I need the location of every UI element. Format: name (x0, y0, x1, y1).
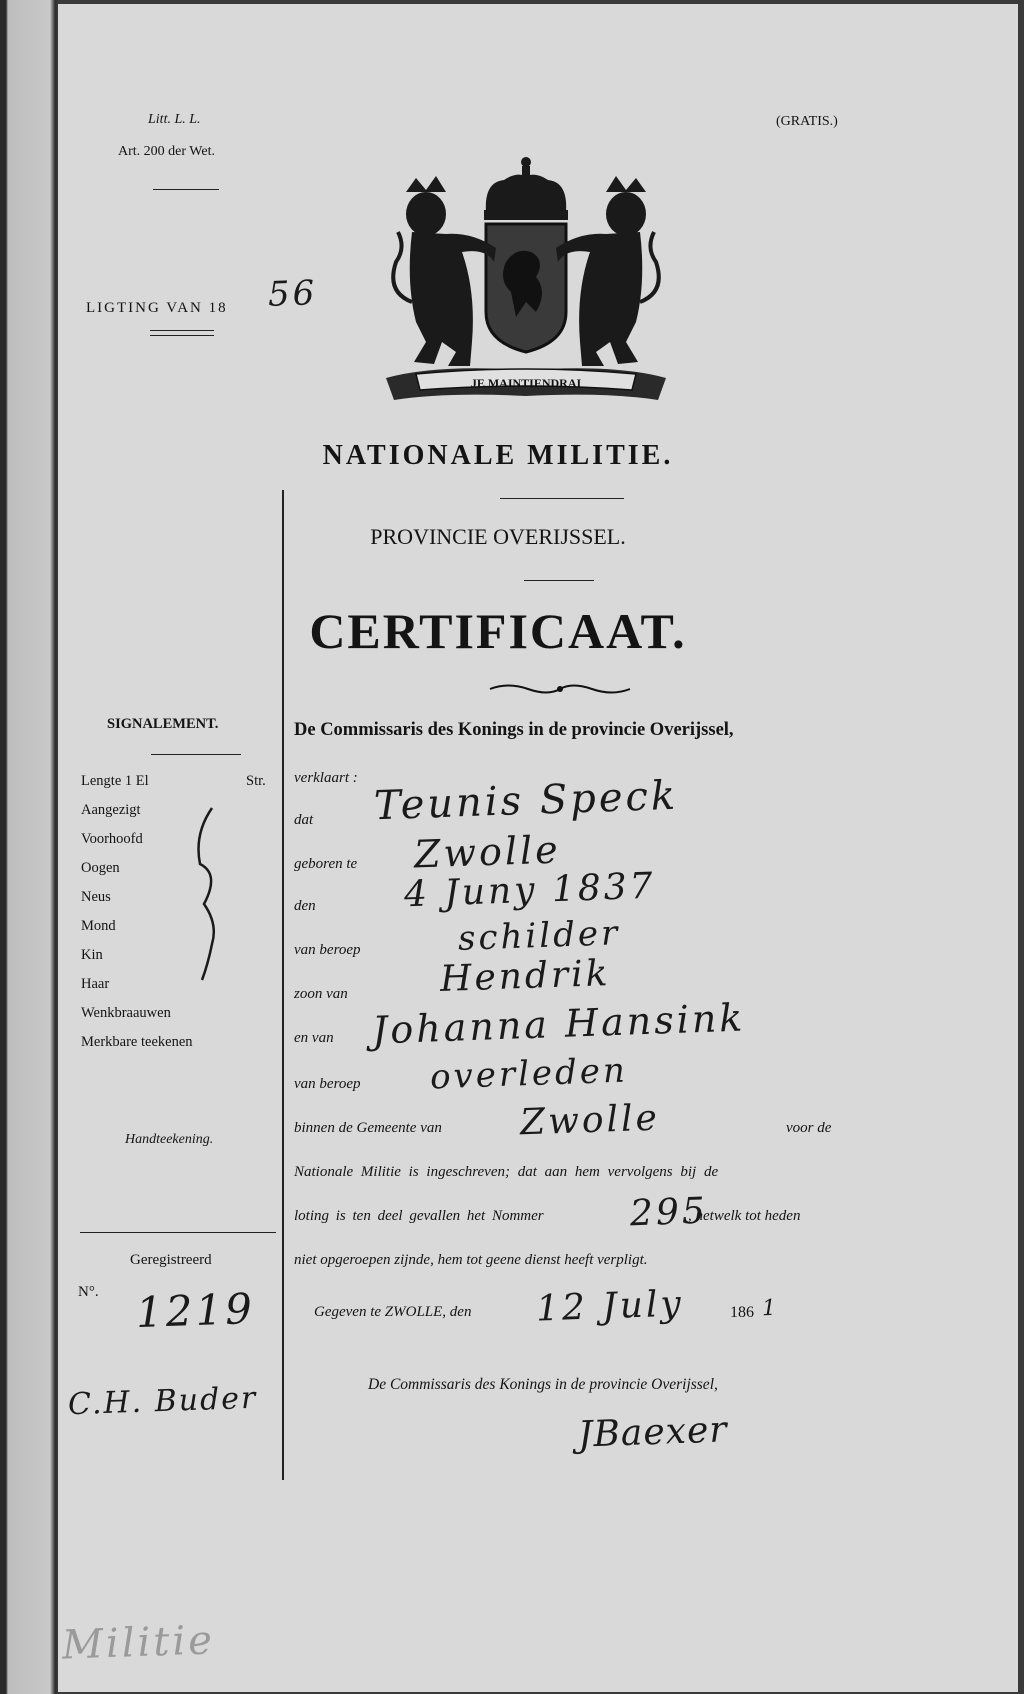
closing-text: De Commissaris des Konings in de provincie Overijssel, (368, 1376, 718, 1393)
nommer-value: 295 (629, 1190, 709, 1235)
registration-no-label: N°. (78, 1284, 99, 1300)
motto-text: JE MAINTIENDRAI (470, 376, 582, 390)
signalement-item: Aangezigt (81, 802, 141, 818)
divider (151, 754, 241, 755)
margin-note-faint: Militie (61, 1617, 216, 1669)
field-label: zoon van (294, 986, 348, 1002)
signalement-heading: SIGNALEMENT. (107, 716, 219, 732)
certificate-page (58, 4, 1018, 1692)
lichting-label: LIGTING VAN 18 (86, 300, 228, 316)
column-separator (282, 490, 284, 1480)
field-value-birthplace: Zwolle (413, 827, 562, 877)
field-label: en van (294, 1030, 334, 1046)
signalement-item: Neus (81, 889, 111, 905)
signalement-item: Voorhoofd (81, 831, 143, 847)
body-text-line: loting is ten deel gevallen het Nommer (294, 1208, 544, 1224)
field-value-occupation: schilder (457, 913, 621, 959)
divider (150, 330, 214, 331)
gemeente-label: binnen de Gemeente van (294, 1120, 442, 1136)
divider (80, 1232, 276, 1233)
gegeven-year-printed: 186 (730, 1304, 754, 1321)
field-value-mother: Johanna Hansink (371, 995, 746, 1053)
geregistreerd-label: Geregistreerd (130, 1252, 212, 1268)
field-label: verklaart : (294, 770, 358, 786)
field-label: geboren te (294, 856, 358, 872)
handteekening-label: Handteekening. (125, 1132, 214, 1147)
signalement-item: Merkbare teekenen (81, 1034, 193, 1050)
handwritten-brace (190, 804, 230, 984)
field-value-occupation-parent: overleden (429, 1050, 629, 1098)
lichting-year-handwritten: 56 (267, 273, 318, 315)
signalement-item: Kin (81, 947, 103, 963)
certificaat-title: CERTIFICAAT. (309, 603, 687, 659)
field-label: van beroep (294, 942, 361, 958)
divider (150, 335, 214, 336)
gratis-label: (GRATIS.) (776, 114, 838, 129)
signalement-item: Haar (81, 976, 110, 992)
divider (153, 189, 219, 190)
field-label: van beroep (294, 1076, 361, 1092)
binding-edge (0, 0, 58, 1694)
gegeven-year-handwritten: 1 (761, 1295, 780, 1322)
gegeven-date: 12 July (535, 1283, 685, 1330)
registration-number-handwritten: 1219 (135, 1283, 256, 1338)
signalement-lengte: Lengte 1 El (81, 773, 149, 789)
title-nationale-militie: NATIONALE MILITIE. (322, 440, 674, 471)
gemeente-value: Zwolle (519, 1097, 661, 1144)
field-label: dat (294, 812, 314, 828)
gegeven-text: Gegeven te ZWOLLE, den (314, 1304, 472, 1320)
divider (500, 498, 624, 499)
field-value-father: Hendrik (439, 953, 612, 1000)
signalement-item: Mond (81, 918, 116, 934)
coat-of-arms-emblem (376, 152, 676, 412)
body-text-line: Nationale Militie is ingeschreven; dat aan hem vervolgens bij de (294, 1164, 719, 1180)
signalement-item: Oogen (81, 860, 120, 876)
field-value-birthdate: 4 Juny 1837 (403, 865, 657, 916)
signalement-item: Wenkbraauwen (81, 1005, 171, 1021)
article-reference: Art. 200 der Wet. (118, 144, 215, 159)
commissioner-signature: JBaexer (577, 1409, 729, 1456)
litt-reference: Litt. L. L. (148, 112, 201, 127)
ornament-flourish (488, 682, 632, 696)
divider (524, 580, 594, 581)
commissaris-intro: De Commissaris des Konings in de provincie Overijssel, (294, 720, 734, 740)
voor-de-text: voor de (786, 1120, 832, 1136)
registrar-signature: C.H. Buder (67, 1380, 258, 1423)
signalement-str: Str. (246, 773, 266, 789)
field-label: den (294, 898, 316, 914)
province-title: PROVINCIE OVERIJSSEL. (370, 524, 626, 549)
body-text-line: , hetwelk tot heden (688, 1208, 801, 1224)
body-text-line: niet opgeroepen zijnde, hem tot geene dienst heeft verpligt. (294, 1252, 648, 1268)
field-value-name: Teunis Speck (373, 772, 679, 830)
